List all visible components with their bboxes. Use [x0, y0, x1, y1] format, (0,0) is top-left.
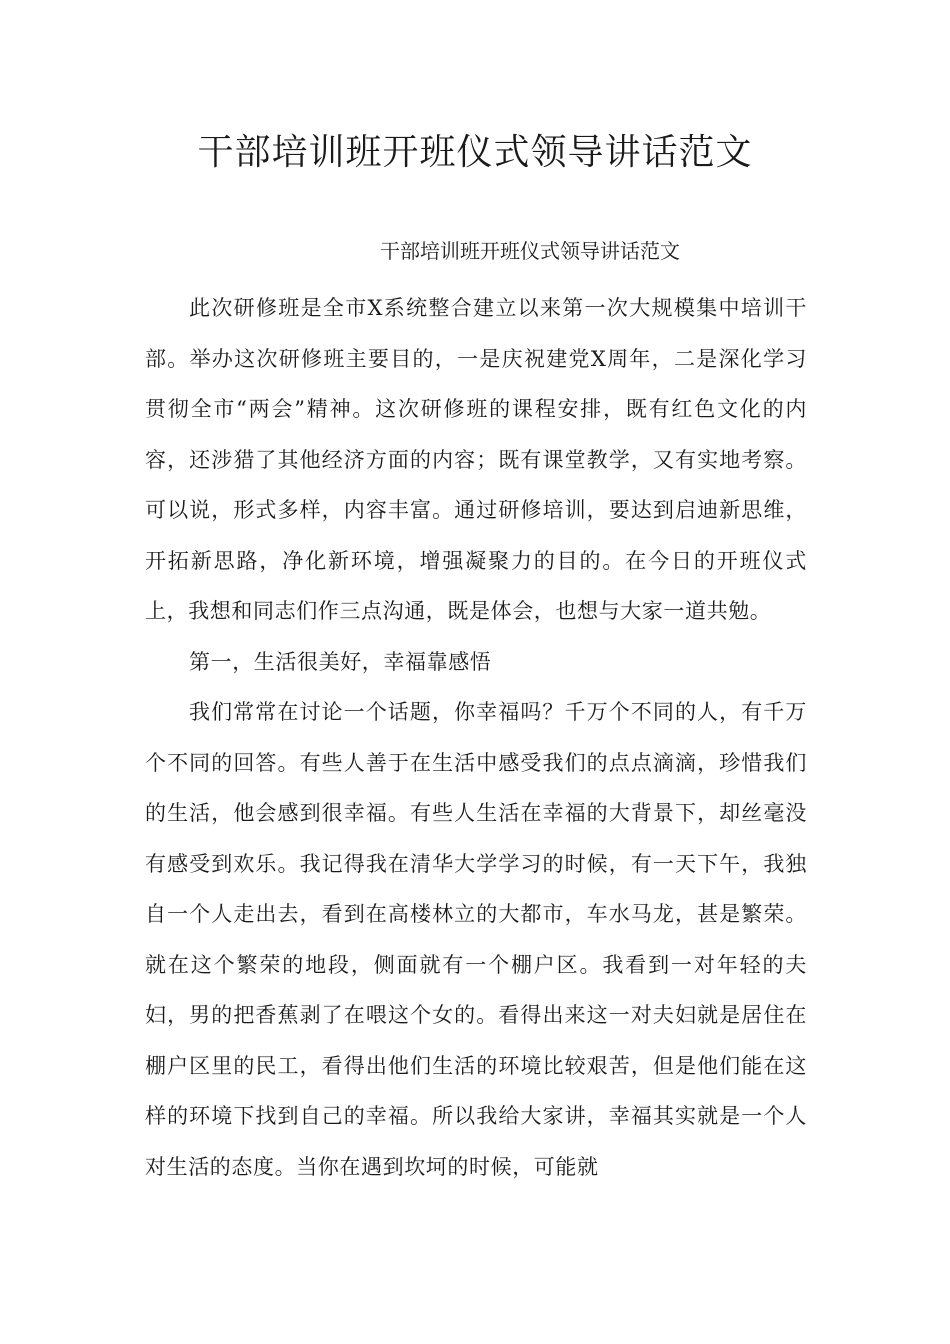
document-title: 干部培训班开班仪式领导讲话范文: [197, 132, 753, 173]
document-subtitle: 干部培训班开班仪式领导讲话范文: [380, 239, 680, 263]
document-body: [145, 283, 807, 1192]
section-heading-first: 第一，生活很美好，幸福靠感悟: [189, 649, 492, 674]
paragraph-intro: 此次研修班是全市X系统整合建立以来第一次大规模集中培训干部。举办这次研修班主要目的，一是庆祝建党X周年，二是深化学习贯彻全市“两会”精神。这次研修班的课程安排，既有红色文化的内容，还涉猎了其他经济方面的内容；既有课堂教学，又有实地考察。可以说，形式多样，内容丰富。通过研修培训，要达到启迪新思维，开拓新思路，净化新环境，增强凝聚力的目的。在今日的开班仪式上，我想和同志们作三点沟通，既是体会，也想与大家一道共勉。: [145, 296, 807, 623]
paragraph-happiness: 我们常常在讨论一个话题，你幸福吗？千万个不同的人，有千万个不同的回答。有些人善于在生活中感受我们的点点滴滴，珍惜我们的生活，他会感到很幸福。有些人生活在幸福的大背景下，却丝毫没有感受到欢乐。我记得我在清华大学学习的时候，有一天下午，我独自一个人走出去，看到在高楼林立的大都市，车水马龙，甚是繁荣。就在这个繁荣的地段，侧面就有一个棚户区。我看到一对年轻的夫妇，男的把香蕉剥了在喂这个女的。看得出来这一对夫妇就是居住在棚户区里的民工，看得出他们生活的环境比较艰苦，但是他们能在这样的环境下找到自己的幸福。所以我给大家讲，幸福其实就是一个人对生活的态度。当你在遇到坎坷的时候，可能就: [145, 700, 807, 1179]
